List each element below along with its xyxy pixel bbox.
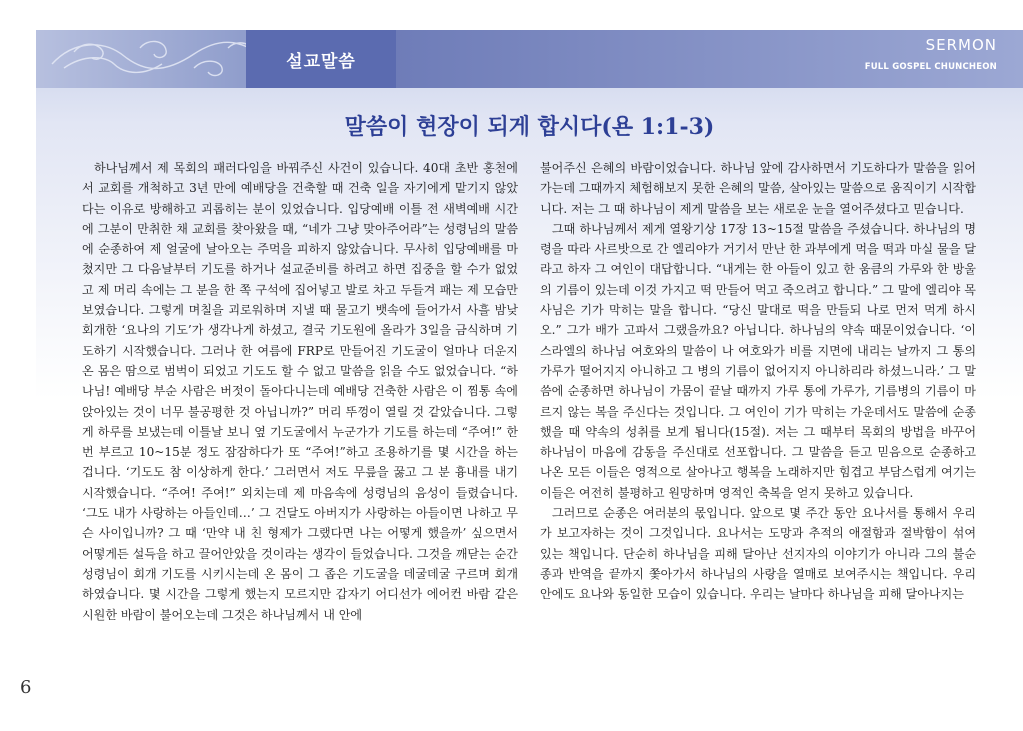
left-column (82, 158, 518, 625)
section-tab-label: 설교말씀 (286, 51, 356, 72)
article-title: 말씀이 현장이 되게 합시다(욘 1:1-3) (344, 114, 715, 140)
paragraph: 하나님께서 제 목회의 패러다임을 바꿔주신 사건이 있습니다. 40대 초반 홍천에서 교회를 개척하고 3년 만에 예배당을 건축할 때 건축 일을 자기에게 맡기지 않았다는 이유로 방해하고 괴롭히는 분이 있었습니다. 입당예배 이틀 전 새벽예배 시간에 그분이 만취한 채 교회를 찾아왔을 때, “네가 그냥 맞아주어라”는 성령님의 말씀에 순종하여 제 얼굴에 날아오는 주먹을 피하지 않았습니다. 무사히 입당예배를 마쳤지만 그 다음날부터 기도를 하거나 설교준비를 하려고 하면 집중을 할 수가 없었고 제 머리 속에는 그 분을 한 쪽 구석에 집어넣고 발로 차고 두들겨 패는 제 모습만 보였습니다. 그렇게 며칠을 괴로워하며 지낼 때 물고기 뱃속에 들어가서 사흘 밤낮 회개한 ‘요나의 기도’가 생각나게 하셨고, 결국 기도원에 올라가 3일을 금식하며 기도하기 시작했습니다. 그러나 한 여름에 FRP로 만들어진 기도굴이 얼마나 더운지 온 몸은 땀으로 범벅이 되었고 기도도 할 수 없고 말씀을 읽을 수도 없었습니다. “하나님! 예배당 부순 사람은 버젓이 돌아다니는데 예배당 건축한 사람은 이 찜통 속에 앉아있는 것이 너무 불공평한 것 아닙니까?” 머리 뚜껑이 열릴 것 같았습니다. 그렇게 하루를 보냈는데 이틀날 보니 옆 기도굴에서 누군가가 기도를 하는데 “주여!” 한 번 부르고 10~15분 정도 잠잠하다가 또 “주여!”하고 조용하기를 몇 시간을 하는 겁니다. ‘기도도 참 이상하게 한다.’ 그러면서 저도 무릎을 꿇고 그 분 흉내를 내기 시작했습니다. “주여! 주여!” 외치는데 제 마음속에 성령님의 음성이 들렸습니다. ‘그도 내가 사랑하는 아들인데…’ 그 건달도 아버지가 사랑하는 아들이면 나하고 무슨 사이입니까? 그 때 ‘만약 내 친 형제가 그랬다면 나는 어떻게 했을까’ 싶으면서 어떻게든 설득을 하고 끌어안았을 것이라는 생각이 들었습니다. 그것을 깨닫는 순간 성령님이 회개 기도를 시키시는데 온 몸이 그 좁은 기도굴을 데굴데굴 구르며 회개하였습니다. 몇 시간을 그렇게 했는지 모르지만 갑자기 어디선가 에어컨 바람 같은 시원한 바람이 불어오는데 그것은 하나님께서 내 안에 (82, 161, 518, 622)
paragraph: 불어주신 은혜의 바람이었습니다. 하나님 앞에 감사하면서 기도하다가 말씀을 읽어 가는데 그때까지 체험해보지 못한 은혜의 말씀, 살아있는 말씀으로 움직이기 시작합니다. 저는 그 때 하나님이 제게 말씀을 보는 새로운 눈을 열어주셨다고 믿습니다. (540, 161, 976, 216)
sermon-label: SERMON (925, 36, 997, 54)
page-number: 6 (20, 677, 32, 698)
paragraph: 그때 하나님께서 제게 열왕기상 17장 13~15절 말씀을 주셨습니다. 하나님의 명령을 따라 사르밧으로 간 엘리야가 거기서 만난 한 과부에게 먹을 떡과 마실 물을 달라고 하자 그 여인이 대답합니다. “내게는 한 아들이 있고 한 움큼의 가루와 한 방울의 기름이 있는데 이것 가지고 떡 만들어 먹고 죽으려고 합니다.” 그 말에 엘리야 목사님은 기가 막히는 말을 합니다. “당신 말대로 떡을 만들되 나로 먼저 먹게 하시오.” 그가 배가 고파서 그랬을까요? 아닙니다. 하나님의 약속 때문이었습니다. ‘이스라엘의 하나님 여호와의 말씀이 나 여호와가 비를 지면에 내리는 날까지 그 통의 가루가 떨어지지 아니하고 그 병의 기름이 없어지지 아니하리라 하셨느니라.’ 그 말씀에 순종하면 하나님이 가뭄이 끝날 때까지 가루 통에 가루가, 기름병의 기름이 마르지 않는 복을 주신다는 것입니다. 그 여인이 기가 막히는 가운데서도 말씀에 순종했을 때 약속의 성취를 보게 됩니다(15절). 저는 그 때부터 목회의 방법을 바꾸어 하나님이 마음에 감동을 주신대로 선포합니다. 그 말씀을 듣고 믿음으로 순종하고 나온 모든 이들은 영적으로 살아나고 행복을 노래하지만 힘겹고 부담스럽게 여기는 이들은 여전히 불평하고 원망하며 영적인 축복을 얻지 못하고 있습니다. (540, 221, 976, 500)
section-tab (246, 30, 396, 88)
floral-ornament-icon (44, 34, 274, 84)
church-label: FULL GOSPEL CHUNCHEON (864, 62, 997, 72)
paragraph: 그러므로 순종은 여러분의 몫입니다. 앞으로 몇 주간 동안 요나서를 통해서 우리가 보고자하는 것이 그것입니다. 요나서는 도망과 추적의 애절함과 절박함이 섞여 있는 책입니다. 단순히 하나님을 피해 달아난 선지자의 이야기가 아니라 그의 불순종과 반역을 끝까지 쫓아가서 하나님의 사랑을 열매로 보여주시는 책입니다. 우리 안에도 요나와 동일한 모습이 있습니다. 우리는 날마다 하나님을 피해 달아나지는 (540, 506, 976, 602)
right-column (540, 158, 976, 605)
